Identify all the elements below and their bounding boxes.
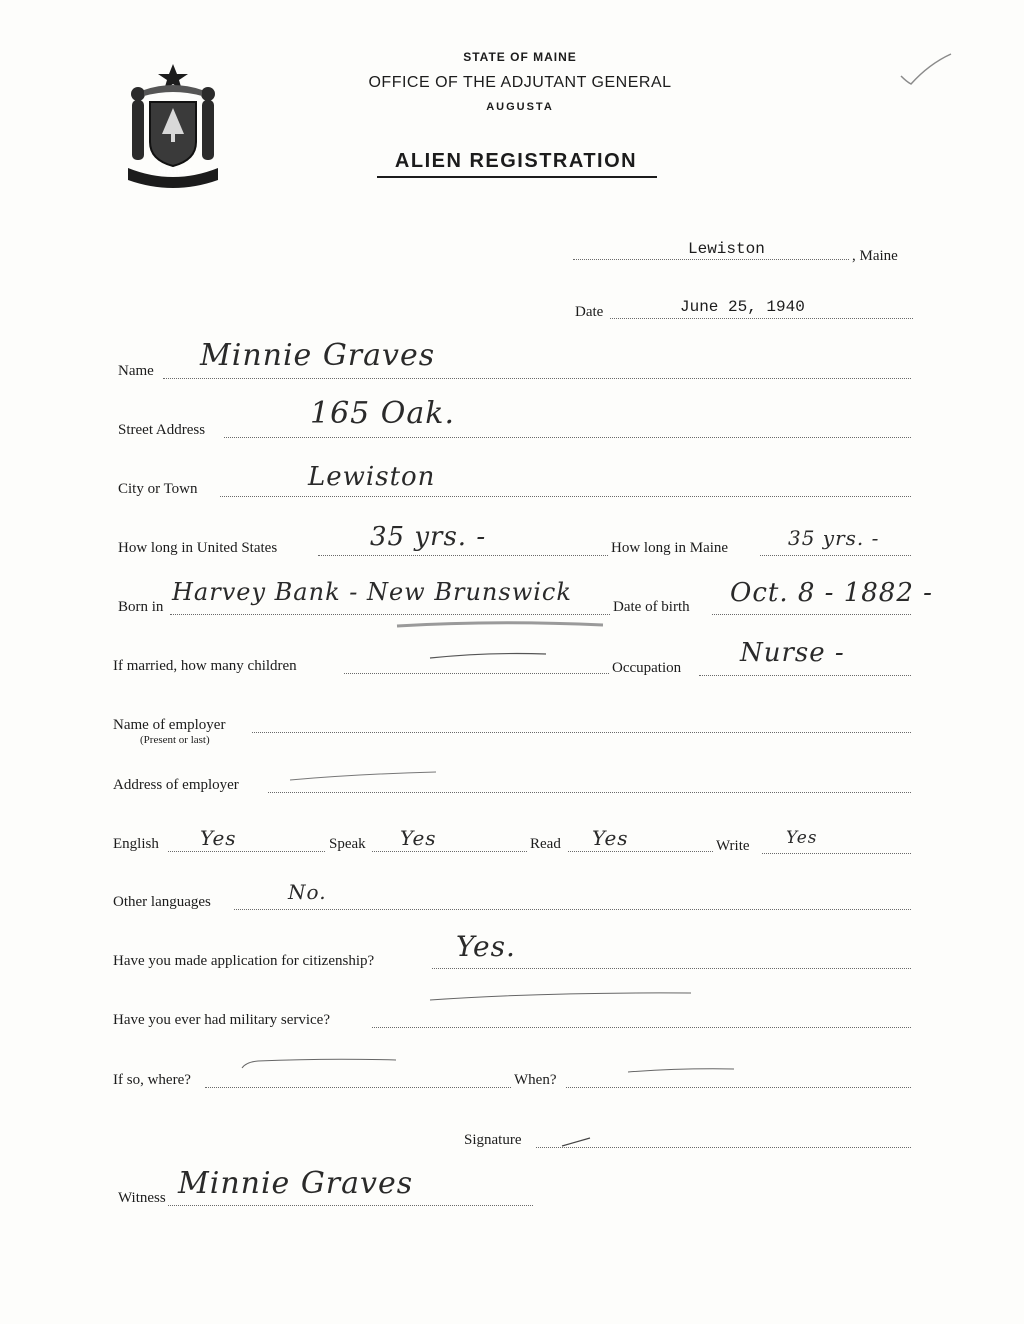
when-dash-stroke	[626, 1064, 736, 1076]
street-label: Street Address	[118, 422, 206, 438]
when-line	[566, 1087, 911, 1088]
english-value: Yes	[200, 826, 237, 850]
city-label: City or Town	[118, 481, 198, 497]
born-in-label: Born in	[118, 599, 164, 615]
military-line	[372, 1027, 911, 1028]
checkmark-icon	[895, 48, 955, 88]
how-long-us-line	[318, 555, 608, 556]
how-long-maine-line	[760, 555, 911, 556]
witness-value: Minnie Graves	[178, 1166, 414, 1201]
how-long-us-value: 35 yrs. -	[370, 522, 487, 552]
date-line	[610, 318, 913, 319]
when-label: When?	[514, 1072, 557, 1088]
write-label: Write	[716, 838, 750, 854]
how-long-us-label: How long in United States	[118, 540, 278, 556]
signature-label: Signature	[464, 1132, 522, 1148]
speak-line	[372, 851, 527, 852]
read-label: Read	[530, 836, 561, 852]
employer-name-label: Name of employer	[113, 717, 226, 733]
where-dash-stroke	[238, 1058, 398, 1070]
citizenship-line	[432, 968, 911, 969]
occupation-label: Occupation	[612, 660, 682, 676]
street-line	[224, 437, 911, 438]
place-suffix: , Maine	[852, 248, 898, 264]
speak-label: Speak	[329, 836, 366, 852]
date-label: Date	[575, 304, 604, 320]
employer-address-label: Address of employer	[113, 777, 239, 793]
how-long-maine-label: How long in Maine	[611, 540, 729, 556]
pencil-smudge	[395, 620, 605, 630]
signature-dash-stroke	[560, 1136, 592, 1148]
citizenship-value: Yes.	[456, 930, 516, 963]
header-state: STATE OF MAINE	[463, 50, 577, 64]
other-languages-line	[234, 909, 911, 910]
english-line	[168, 851, 325, 852]
where-line	[205, 1087, 511, 1088]
born-in-value: Harvey Bank - New Brunswick	[172, 578, 572, 606]
where-label: If so, where?	[113, 1072, 191, 1088]
read-line	[568, 851, 713, 852]
other-languages-label: Other languages	[113, 894, 211, 910]
military-label: Have you ever had military service?	[113, 1012, 330, 1028]
how-long-maine-value: 35 yrs. -	[788, 526, 880, 550]
witness-label: Witness	[118, 1190, 166, 1206]
witness-line	[168, 1205, 533, 1206]
employer-name-sublabel: (Present or last)	[140, 734, 210, 746]
header-city: AUGUSTA	[486, 101, 554, 113]
city-line	[220, 496, 911, 497]
occupation-value: Nurse -	[740, 638, 845, 668]
seal-banner-text: MAINE	[158, 166, 192, 176]
date-of-birth-label: Date of birth	[613, 599, 690, 615]
name-line	[163, 378, 911, 379]
city-value: Lewiston	[308, 462, 436, 492]
form-title: ALIEN REGISTRATION	[394, 150, 638, 172]
street-value: 165 Oak.	[310, 396, 455, 431]
children-line	[344, 673, 609, 674]
children-dash-stroke	[428, 650, 548, 662]
write-line	[762, 853, 911, 854]
born-in-line	[170, 614, 610, 615]
name-label: Name	[118, 363, 154, 379]
write-value: Yes	[786, 828, 818, 848]
date-value: June 25, 1940	[680, 298, 805, 316]
employer-dash-stroke	[288, 770, 438, 782]
date-of-birth-line	[712, 614, 911, 615]
name-value: Minnie Graves	[200, 338, 436, 373]
military-dash-stroke	[428, 990, 693, 1002]
place-value: Lewiston	[688, 240, 765, 258]
place-line	[573, 259, 849, 260]
read-value: Yes	[592, 826, 629, 850]
english-label: English	[113, 836, 159, 852]
children-label: If married, how many children	[113, 658, 297, 674]
employer-name-line	[252, 732, 911, 733]
citizenship-label: Have you made application for citizenship?	[113, 953, 375, 969]
occupation-line	[699, 675, 911, 676]
date-of-birth-value: Oct. 8 - 1882 -	[730, 578, 933, 608]
signature-line	[536, 1147, 911, 1148]
title-underline	[377, 176, 657, 178]
other-languages-value: No.	[288, 880, 327, 904]
header-office: OFFICE OF THE ADJUTANT GENERAL	[368, 74, 672, 91]
speak-value: Yes	[400, 826, 437, 850]
employer-address-line	[268, 792, 911, 793]
